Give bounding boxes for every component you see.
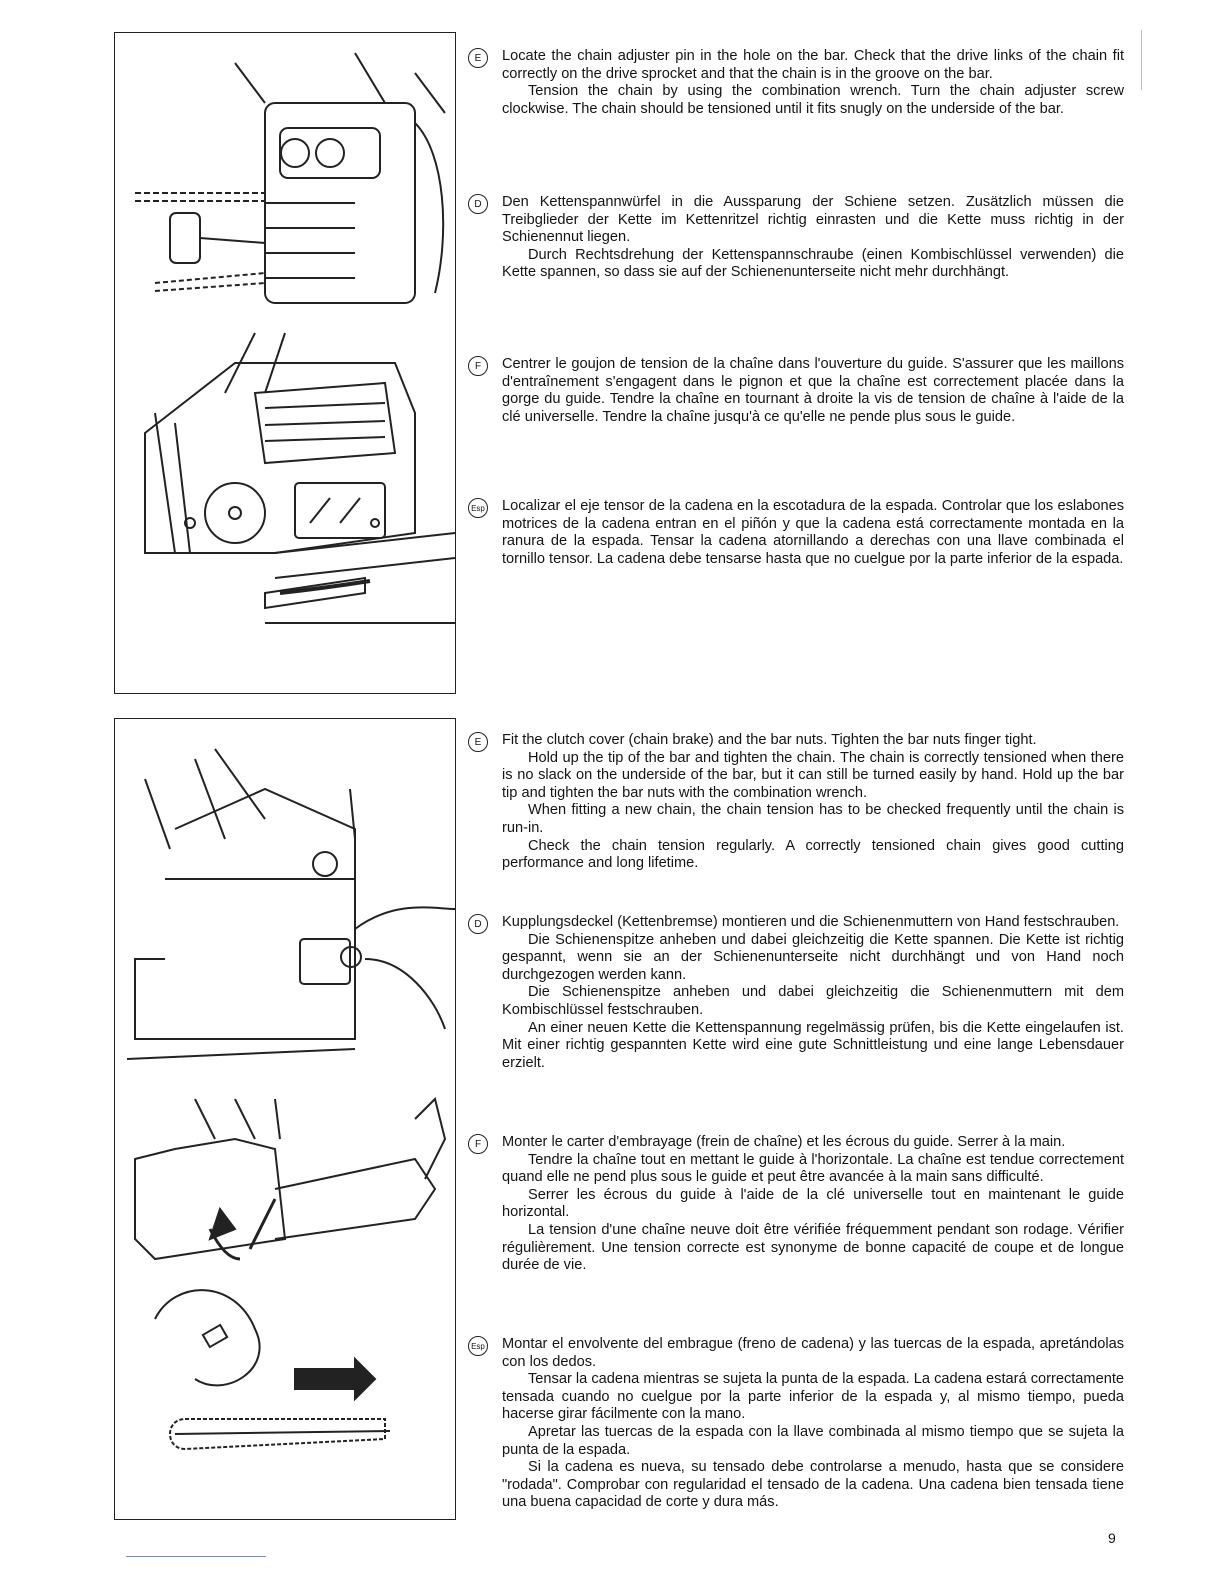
paragraph-line: When fitting a new chain, the chain tension has to be checked frequently until the chain is run-in. — [502, 802, 1124, 836]
lang-badge: D — [468, 914, 488, 934]
paragraph-line: Montar el envolvente del embrague (freno de cadena) y las tuercas de la espada, apretándolas con los dedos. — [502, 1336, 1124, 1370]
paragraph-line: Locate the chain adjuster pin in the hole on the bar. Check that the drive links of the chain fit correctly on the drive sprocket and that the chain is in the groove on the bar. — [502, 48, 1124, 82]
paragraph-line: An einer neuen Kette die Kettenspannung regelmässig prüfen, bis die Kette eingelaufen ist. Mit einer richtig gespannten Kette wird eine gute Schnittleistung und eine lange Lebensdauer erzielt. — [502, 1019, 1124, 1071]
paragraph-line: Centrer le goujon de tension de la chaîne dans l'ouverture du guide. S'assurer que les maillons d'entraînement s'engagent dans le pignon et que la chaîne est correctement placée dans la gorge du guide. Tendre la chaîne en tournant à droite la vis de tension de chaîne à l'aide de la clé universelle. Tendre la chaîne jusqu'à ce qu'elle ne pende plus sous le guide. — [502, 356, 1124, 425]
paragraph-line: Apretar las tuercas de la espada con la llave combinada al mismo tiempo que se sujeta la punta de la espada. — [502, 1423, 1124, 1458]
lang-badge: E — [468, 732, 488, 752]
lang-badge: F — [468, 356, 488, 376]
paragraph-line: Die Schienenspitze anheben und dabei gleichzeitig die Kette spannen. Die Kette ist richtig gespannt, wenn sie an der Schienenunterseite nicht durchhängt und von Hand noch durchgezogen werden kann. — [502, 931, 1124, 983]
paragraph-line: Si la cadena es nueva, su tensado debe controlarse a menudo, hasta que se considere "rodada". Comprobar con regularidad el tensado de la cadena. Una cadena bien tensada tiene una buena capacidad de corte y dura más. — [502, 1459, 1124, 1511]
paragraph-line: Tension the chain by using the combination wrench. Turn the chain adjuster screw clockwise. The chain should be tensioned until it fits snugly on the underside of the bar. — [502, 83, 1124, 117]
paragraph-line: Check the chain tension regularly. A correctly tensioned chain gives good cutting performance and long lifetime. — [502, 837, 1124, 872]
instruction-french-2 — [468, 1134, 1124, 1275]
instruction-german-1 — [468, 194, 1124, 282]
paragraph-line: La tension d'une chaîne neuve doit être vérifiée fréquemment pendant son rodage. Vérifier régulièrement. Une tension correcte est synonyme de bonne capacité de coupe et de longue durée de vie. — [502, 1221, 1124, 1274]
paragraph-line: Fit the clutch cover (chain brake) and the bar nuts. Tighten the bar nuts finger tight. — [502, 732, 1037, 748]
chain-tension-illustration — [114, 32, 456, 694]
paragraph-line: Durch Rechtsdrehung der Kettenspannschraube (einen Kombischlüssel verwenden) die Kette spannen, so dass sie auf der Schienenunterseite nicht mehr durchhängt. — [502, 246, 1124, 281]
paragraph-line: Monter le carter d'embrayage (frein de chaîne) et les écrous du guide. Serrer à la main. — [502, 1134, 1066, 1150]
margin-rule — [1141, 30, 1142, 90]
lang-badge: D — [468, 194, 488, 214]
footer-rule — [126, 1556, 266, 1557]
paragraph-line: Kupplungsdeckel (Kettenbremse) montieren und die Schienenmuttern von Hand festschrauben. — [502, 914, 1120, 930]
lang-badge: E — [468, 48, 488, 68]
lang-badge: Esp — [468, 498, 488, 518]
chainsaw-drawing-steps — [115, 719, 455, 1519]
instruction-english-1 — [468, 48, 1124, 118]
page-number: 9 — [1108, 1530, 1116, 1546]
paragraph-line: Den Kettenspannwürfel in die Aussparung der Schiene setzen. Zusätzlich müssen die Treibglieder der Kette im Kettenritzel richtig einrasten und die Kette muss richtig in der Schienennut liegen. — [502, 194, 1124, 246]
instruction-spanish-1 — [468, 498, 1124, 568]
instruction-german-2 — [468, 914, 1124, 1072]
paragraph-line: Die Schienenspitze anheben und dabei gleichzeitig die Schienenmuttern mit dem Kombischlüssel festschrauben. — [502, 984, 1124, 1018]
chainsaw-drawing — [115, 33, 455, 693]
paragraph-line: Tensar la cadena mientras se sujeta la punta de la espada. La cadena estará correctamente tensada cuando no cuelgue por la parte inferior de la espada y, al mismo tiempo, pueda hacerse girar fácilmente con la mano. — [502, 1371, 1124, 1423]
paragraph-line: Hold up the tip of the bar and tighten the chain. The chain is correctly tensioned when there is no slack on the underside of the bar, but it can still be turned easily by hand. Hold up the bar tip and tighten the bar nuts with the combination wrench. — [502, 749, 1124, 801]
lang-badge: F — [468, 1134, 488, 1154]
bar-nut-tightening-illustration — [114, 718, 456, 1520]
instruction-spanish-2 — [468, 1336, 1124, 1512]
instruction-french-1 — [468, 356, 1124, 426]
paragraph-line: Localizar el eje tensor de la cadena en la escotadura de la espada. Controlar que los eslabones motrices de la cadena entran en el piñón y que la cadena está correctamente montada en la ranura de la espada. Tensar la cadena atornillando a derechas con una llave combinada el tornillo tensor. La cadena debe tensarse hasta que no cuelgue por la parte inferior de la espada. — [502, 498, 1124, 567]
paragraph-line: Serrer les écrous du guide à l'aide de la clé universelle tout en maintenant le guide horizontal. — [502, 1186, 1124, 1221]
paragraph-line: Tendre la chaîne tout en mettant le guide à l'horizontale. La chaîne est tendue correctement quand elle ne pend plus sous le guide et peut être avancée à la main sans difficulté. — [502, 1151, 1124, 1186]
instruction-english-2 — [468, 732, 1124, 873]
lang-badge: Esp — [468, 1336, 488, 1356]
